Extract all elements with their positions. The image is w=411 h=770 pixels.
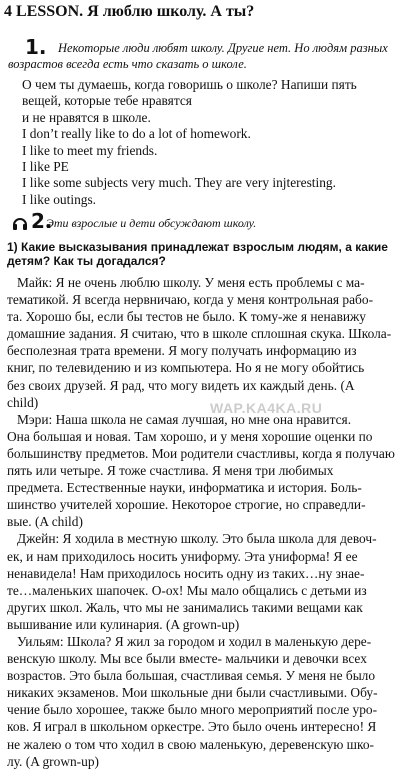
dialogue-line: Мэри: Наша школа не самая лучшая, но мне она нравится. bbox=[17, 411, 352, 427]
exercise-1-line: I like some subjects very much. They are very injteresting. bbox=[22, 175, 336, 191]
dialogue-line: Майк: Я не очень люблю школу. У меня есть проблемы с ма- bbox=[17, 275, 365, 290]
dialogue-line: пять или четыре. Я тоже счастлива. Я меня три любимых bbox=[7, 463, 334, 479]
dialogue-line: ек, и нам приходилось носить униформу. Эта униформа! Я ее bbox=[7, 548, 358, 564]
exercise-1-intro: Некоторые люди любят школу. Другие нет. Но людям разных возрастов всегда есть что сказать о школе. bbox=[8, 41, 388, 71]
exercise-2-task: 1) Какие высказывания принадлежат взрослым людям, а какие детям? Как ты догадался? bbox=[7, 240, 388, 268]
dialogue-line: Уильям: Школа? Я жил за городом и ходил в маленькую дере- bbox=[17, 633, 372, 649]
dialogue-line: не жалею о том что ходил в свою маленькую, деревенскую шко- bbox=[7, 736, 374, 752]
exercise-1-line: I like to meet my friends. bbox=[22, 142, 158, 158]
exercise-1-line: и не нравятся в школе. bbox=[22, 109, 151, 125]
exercise-1-line: I like PE bbox=[22, 159, 69, 175]
dialogue-line: большинству предметов. Мои родители счастливы, когда я получаю bbox=[7, 445, 395, 461]
watermark: WAP.KA4KA.RU bbox=[210, 400, 323, 416]
dialogue-line: ков. Я играл в школьном оркестре. Это было очень интересно! Я bbox=[7, 719, 377, 735]
exercise-1-line: I like outings. bbox=[22, 191, 97, 207]
exercise-2-intro: Эти взрослые и дети обсуждают школу. bbox=[46, 216, 257, 230]
dialogue-line: шинство учителей хорошие. Некоторое строгие, но справедли- bbox=[7, 497, 366, 513]
exercise-1-line: I don’t really like to do a lot of homework. bbox=[22, 126, 251, 142]
exercise-1-line: вещей, которые тебе нравятся bbox=[22, 93, 192, 109]
dialogue-line: книг, по телевидению и из компьютера. Но я не могу обойтись bbox=[7, 360, 365, 376]
dialogue-line: бесполезная трата времени. Я могу получать информацию из bbox=[7, 343, 357, 359]
dialogue-line: ненавидела! Нам приходилось носить одну из таких…ну знае- bbox=[7, 565, 365, 581]
dialogue-line: никаких экзаменов. Мои школьные дни были счастливыми. Обу- bbox=[7, 685, 378, 701]
exercise-1-line: О чем ты думаешь, когда говоришь о школе? Напиши пять bbox=[22, 77, 357, 92]
exercise-1-number: 1. bbox=[25, 35, 47, 59]
dialogue-line: Она большая и новая. Там хорошо, и у меня хорошие оценки по bbox=[7, 428, 373, 444]
headphones-icon bbox=[12, 215, 28, 231]
dialogue-line: венскую школу. Мы все были вместе- мальчики и девочки всех bbox=[7, 651, 367, 667]
exercise-2-dialogue bbox=[7, 274, 405, 770]
dialogue-line: те…маленьких шапочек. О-ох! Мы мало общались с детьми из bbox=[7, 582, 367, 598]
dialogue-line: предмета. Естественные науки, информатика и история. Боль- bbox=[7, 480, 362, 496]
exercise-1-body bbox=[22, 77, 407, 208]
dialogue-line: child) bbox=[7, 394, 39, 410]
lesson-title: 4 LESSON. Я люблю школу. А ты? bbox=[4, 3, 255, 20]
exercise-2-number: 2. bbox=[31, 209, 53, 233]
dialogue-line: вышивание или кулинария. (A grown-up) bbox=[7, 616, 240, 632]
dialogue-line: других школ. Жаль, что мы не занимались такими вещами как bbox=[7, 599, 363, 615]
dialogue-line: чение было хорошее, также было много мероприятий после уро- bbox=[7, 702, 378, 718]
dialogue-line: та. Хорошо бы, если бы тестов не было. К тому-же я ненавижу bbox=[7, 309, 367, 325]
dialogue-line: лу. (A grown-up) bbox=[7, 753, 99, 769]
dialogue-line: тематикой. Я всегда нервничаю, когда у меня контрольная рабо- bbox=[7, 292, 374, 308]
dialogue-line: вые. (A child) bbox=[7, 514, 83, 530]
dialogue-line: без своих друзей. Я рад, что могу видеть их каждый день. (A bbox=[7, 377, 355, 393]
dialogue-line: Джейн: Я ходила в местную школу. Это была школа для девоч- bbox=[17, 531, 377, 547]
dialogue-line: возрастов. Это была большая, счастливая семья. У меня не было bbox=[7, 668, 376, 684]
dialogue-line: домашние задания. Я считаю, что в школе сплошная скука. Школа- bbox=[7, 326, 392, 342]
